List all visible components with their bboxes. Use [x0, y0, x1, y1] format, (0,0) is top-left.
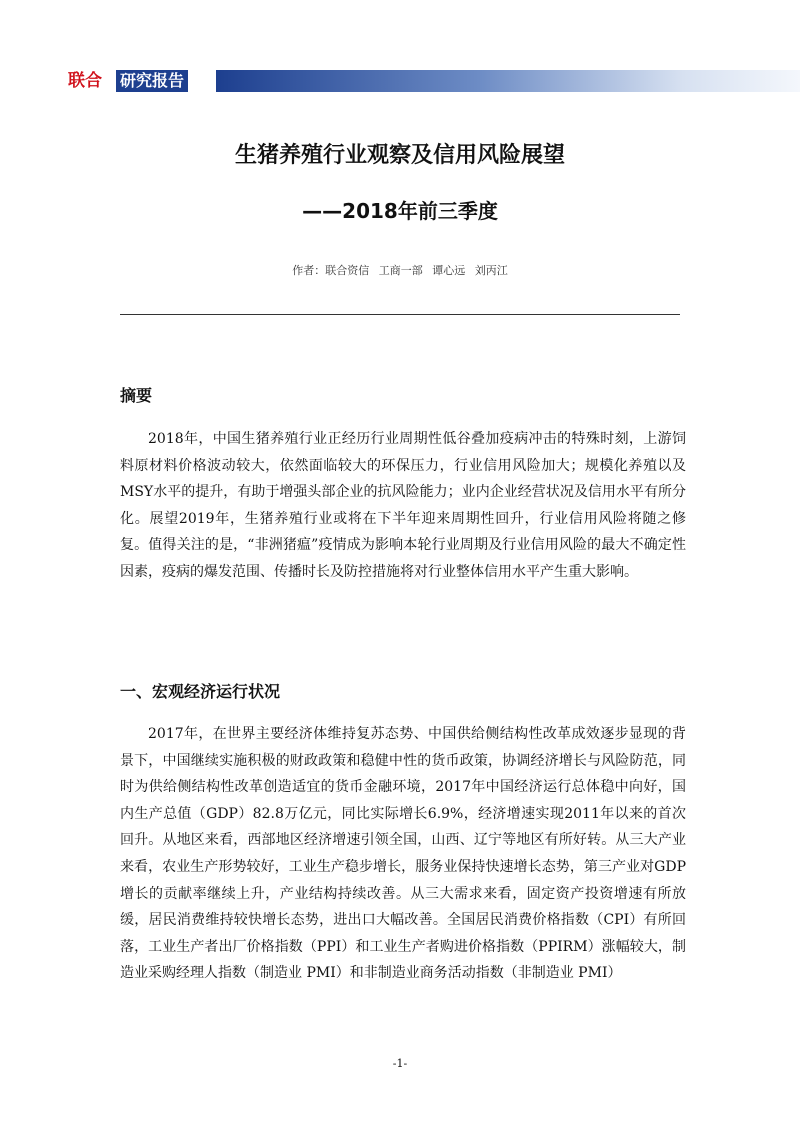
report-header-bar — [68, 68, 800, 94]
section-1-heading: 一、宏观经济运行状况 — [120, 682, 281, 701]
page-number: -1- — [392, 1057, 408, 1070]
document-title: 生猪养殖行业观察及信用风险展望 — [234, 143, 565, 168]
section-1-paragraph: 2017年，在世界主要经济体维持复苏态势、中国供给侧结构性改革成效逐步显现的背景下，中国继续实施积极的财政政策和稳健中性的货币政策，协调经济增长与风险防范，同时为供给侧结构性改革创造适宜的货币金融环境，2017年中国经济运行总体稳中向好，国内生产总值（GDP）82.8万亿元，同比实际增长6.9%，经济增速实现2011年以来的首次回升。从地区来看，西部地区经济增速引领全国，山西、辽宁等地区有所好转。从三大产业来看，农业生产形势较好，工业生产稳步增长，服务业保持快速增长态势，第三产业对GDP增长的贡献率继续上升，产业结构持续改善。从三大需求来看，固定资产投资增速有所放缓，居民消费维持较快增长态势，进出口大幅改善。全国居民消费价格指数（CPI）有所回落，工业生产者出厂价格指数（PPI）和工业生产者购进价格指数（PPIRM）涨幅较大，制造业采购经理人指数（制造业 PMI）和非制造业商务活动指数（非制造业 PMI） — [120, 726, 686, 982]
abstract-paragraph: 2018年，中国生猪养殖行业正经历行业周期性低谷叠加疫病冲击的特殊时刻，上游饲料原材料价格波动较大，依然面临较大的环保压力，行业信用风险加大；规模化养殖以及MSY水平的提升，有助于增强头部企业的抗风险能力；业内企业经营状况及信用水平有所分化。展望2019年，生猪养殖行业或将在下半年迎来周期性回升，行业信用风险将随之修复。值得关注的是，“非洲猪瘟”疫情成为影响本轮行业周期及行业信用风险的最大不确定性因素，疫病的爆发范围、传播时长及防控措施将对行业整体信用水平产生重大影响。 — [120, 431, 686, 580]
brand-name-blue: 研究报告 — [116, 70, 188, 92]
header-gradient-band — [216, 70, 800, 92]
abstract-heading: 摘要 — [120, 386, 153, 405]
author-line: 作者：联合资信 工商一部 谭心远 刘丙江 — [292, 264, 508, 277]
title-divider — [120, 314, 680, 315]
brand-name-red: 联合 — [68, 71, 102, 91]
document-subtitle: ——2018年前三季度 — [302, 199, 498, 223]
